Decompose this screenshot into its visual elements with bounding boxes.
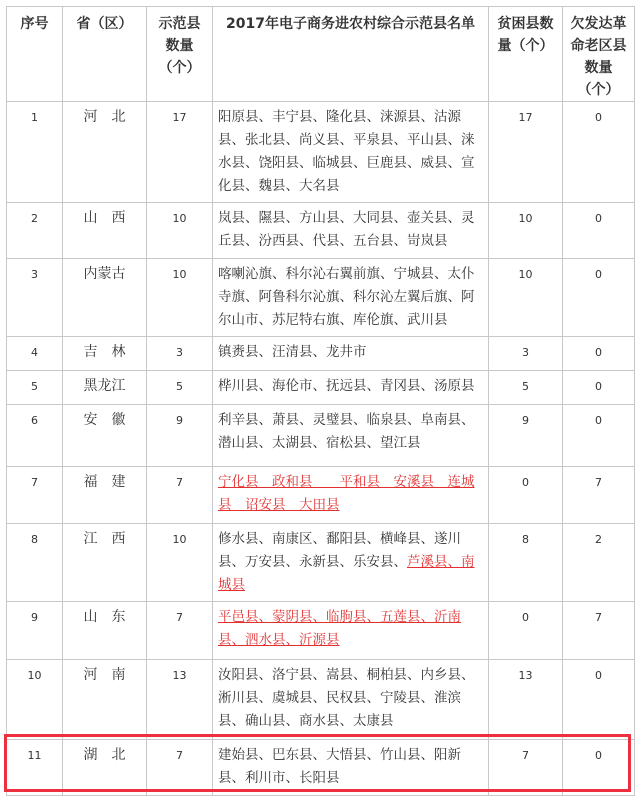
cell-province: 湖 北 bbox=[63, 740, 147, 796]
cell-province: 河 南 bbox=[63, 660, 147, 740]
cell-county-list bbox=[213, 102, 489, 203]
header-list: 2017年电子商务进农村综合示范县名单 bbox=[213, 7, 489, 102]
cell-county-list bbox=[213, 405, 489, 467]
table-row bbox=[7, 371, 635, 405]
county-list-segment: 镇赉县、汪清县、龙井市 bbox=[218, 344, 367, 360]
table-row bbox=[7, 602, 635, 660]
cell-no: 7 bbox=[7, 467, 63, 524]
cell-revolution-count: 7 bbox=[563, 602, 635, 660]
cell-count: 7 bbox=[147, 602, 213, 660]
county-list-segment: 桦川县、海伦市、抚远县、青冈县、汤原县 bbox=[218, 378, 475, 394]
table-row bbox=[7, 259, 635, 337]
header-province: 省（区） bbox=[63, 7, 147, 102]
cell-province: 福 建 bbox=[63, 467, 147, 524]
county-list-red-segment: 芦溪县、南城县 bbox=[218, 554, 475, 593]
cell-revolution-count: 2 bbox=[563, 524, 635, 602]
demo-county-table bbox=[6, 6, 635, 796]
table-row bbox=[7, 337, 635, 371]
cell-no: 5 bbox=[7, 371, 63, 405]
cell-count: 9 bbox=[147, 405, 213, 467]
county-list-segment: 汝阳县、洛宁县、嵩县、桐柏县、内乡县、淅川县、虞城县、民权县、宁陵县、淮滨县、确山县、商水县、太康县 bbox=[218, 667, 475, 729]
county-list-segment: 喀喇沁旗、科尔沁右翼前旗、宁城县、太仆寺旗、阿鲁科尔沁旗、科尔沁左翼后旗、阿尔山市、苏尼特右旗、库伦旗、武川县 bbox=[218, 266, 475, 328]
county-list-red-segment: 宁化县 政和县 平和县 安溪县 连城县 诏安县 大田县 bbox=[218, 474, 475, 513]
table-body bbox=[7, 102, 635, 796]
cell-count: 7 bbox=[147, 740, 213, 796]
county-list-segment: 利辛县、萧县、灵璧县、临泉县、阜南县、潜山县、太湖县、宿松县、望江县 bbox=[218, 412, 475, 451]
table-row bbox=[7, 740, 635, 796]
cell-count: 17 bbox=[147, 102, 213, 203]
cell-province: 山 东 bbox=[63, 602, 147, 660]
cell-poor-count: 13 bbox=[489, 660, 563, 740]
cell-county-list bbox=[213, 602, 489, 660]
cell-no: 9 bbox=[7, 602, 63, 660]
cell-no: 11 bbox=[7, 740, 63, 796]
cell-no: 4 bbox=[7, 337, 63, 371]
cell-county-list bbox=[213, 337, 489, 371]
county-list-segment: 修水县、南康区、鄱阳县、横峰县、遂川县、万安县、永新县、乐安县、 bbox=[218, 531, 461, 570]
county-list-segment: 阳原县、丰宁县、隆化县、涞源县、沽源县、张北县、尚义县、平泉县、平山县、涞水县、饶阳县、临城县、巨鹿县、威县、宣化县、魏县、大名县 bbox=[218, 109, 475, 194]
cell-count: 7 bbox=[147, 467, 213, 524]
cell-poor-count: 10 bbox=[489, 259, 563, 337]
cell-revolution-count: 0 bbox=[563, 405, 635, 467]
cell-province: 内蒙古 bbox=[63, 259, 147, 337]
cell-county-list bbox=[213, 259, 489, 337]
cell-no: 8 bbox=[7, 524, 63, 602]
table-row bbox=[7, 524, 635, 602]
table-row bbox=[7, 467, 635, 524]
cell-county-list bbox=[213, 660, 489, 740]
table-row bbox=[7, 102, 635, 203]
cell-poor-count: 3 bbox=[489, 337, 563, 371]
cell-province: 江 西 bbox=[63, 524, 147, 602]
cell-revolution-count: 0 bbox=[563, 660, 635, 740]
cell-province: 安 徽 bbox=[63, 405, 147, 467]
cell-count: 5 bbox=[147, 371, 213, 405]
cell-count: 3 bbox=[147, 337, 213, 371]
cell-province: 黑龙江 bbox=[63, 371, 147, 405]
cell-county-list bbox=[213, 371, 489, 405]
cell-poor-count: 9 bbox=[489, 405, 563, 467]
cell-poor-count: 8 bbox=[489, 524, 563, 602]
cell-no: 6 bbox=[7, 405, 63, 467]
cell-province: 河 北 bbox=[63, 102, 147, 203]
cell-province: 山 西 bbox=[63, 203, 147, 259]
header-poor: 贫困县数量（个） bbox=[489, 7, 563, 102]
header-row bbox=[7, 7, 635, 102]
table-row bbox=[7, 660, 635, 740]
cell-county-list bbox=[213, 467, 489, 524]
cell-poor-count: 10 bbox=[489, 203, 563, 259]
table-row bbox=[7, 203, 635, 259]
cell-revolution-count: 0 bbox=[563, 740, 635, 796]
table-row bbox=[7, 405, 635, 467]
header-no: 序号 bbox=[7, 7, 63, 102]
cell-poor-count: 7 bbox=[489, 740, 563, 796]
cell-county-list bbox=[213, 740, 489, 796]
cell-count: 13 bbox=[147, 660, 213, 740]
cell-count: 10 bbox=[147, 259, 213, 337]
county-list-red-segment: 平邑县、蒙阴县、临朐县、五莲县、沂南县、泗水县、沂源县 bbox=[218, 609, 461, 648]
cell-county-list bbox=[213, 203, 489, 259]
cell-revolution-count: 0 bbox=[563, 203, 635, 259]
cell-revolution-count: 0 bbox=[563, 102, 635, 203]
cell-no: 1 bbox=[7, 102, 63, 203]
cell-poor-count: 0 bbox=[489, 467, 563, 524]
cell-revolution-count: 0 bbox=[563, 259, 635, 337]
county-list-segment: 建始县、巴东县、大悟县、竹山县、阳新县、利川市、长阳县 bbox=[218, 747, 461, 786]
header-revolution: 欠发达革命老区县数量（个） bbox=[563, 7, 635, 102]
cell-revolution-count: 0 bbox=[563, 371, 635, 405]
cell-no: 3 bbox=[7, 259, 63, 337]
cell-revolution-count: 0 bbox=[563, 337, 635, 371]
cell-no: 2 bbox=[7, 203, 63, 259]
cell-count: 10 bbox=[147, 524, 213, 602]
cell-poor-count: 17 bbox=[489, 102, 563, 203]
cell-county-list bbox=[213, 524, 489, 602]
county-list-segment: 岚县、隰县、方山县、大同县、壶关县、灵丘县、汾西县、代县、五台县、岢岚县 bbox=[218, 210, 475, 249]
cell-province: 吉 林 bbox=[63, 337, 147, 371]
cell-count: 10 bbox=[147, 203, 213, 259]
header-count: 示范县数量（个） bbox=[147, 7, 213, 102]
cell-poor-count: 5 bbox=[489, 371, 563, 405]
cell-poor-count: 0 bbox=[489, 602, 563, 660]
cell-revolution-count: 7 bbox=[563, 467, 635, 524]
cell-no: 10 bbox=[7, 660, 63, 740]
